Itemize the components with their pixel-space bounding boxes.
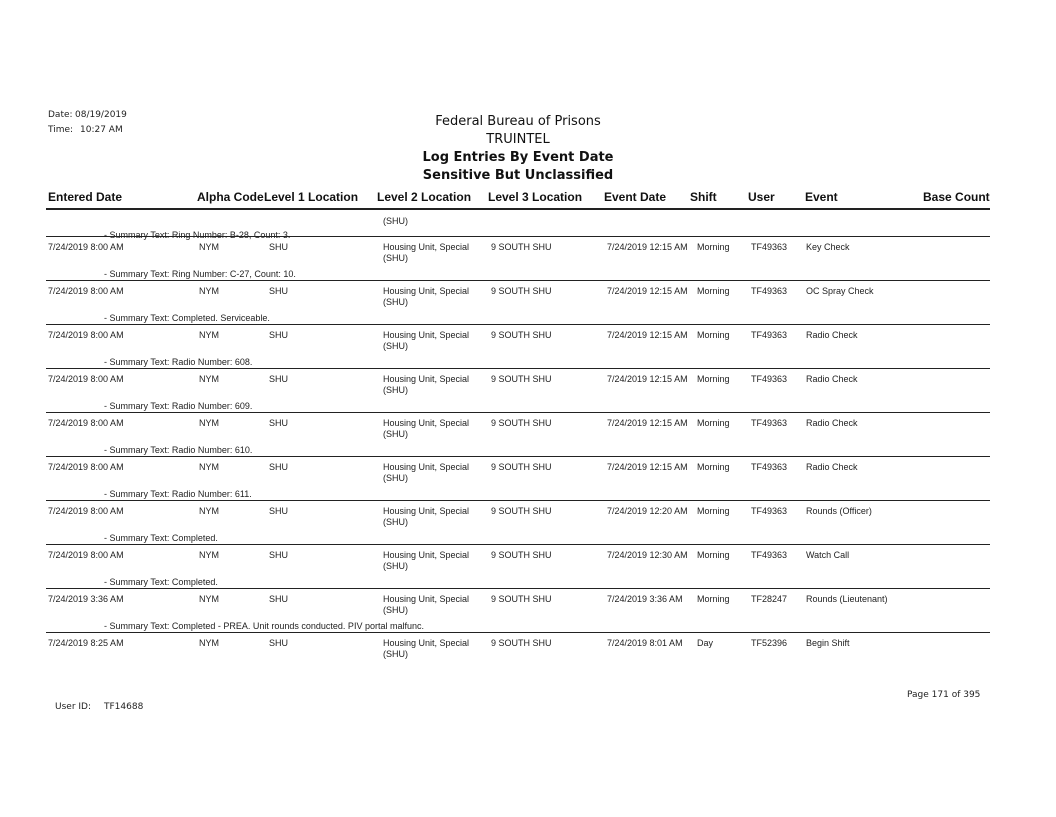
event-cell: OC Spray Check — [806, 286, 874, 296]
alpha-code-cell: NYM — [199, 462, 219, 472]
report-title-system: TRUINTEL — [486, 132, 550, 147]
level2-cell: Housing Unit, Special (SHU) — [383, 506, 470, 527]
event-cell: Begin Shift — [806, 638, 850, 648]
col-header-base-count: Base Count — [923, 190, 990, 204]
row-separator — [46, 500, 990, 501]
summary-text: - Summary Text: Radio Number: 609. — [104, 401, 253, 411]
user-cell: TF49363 — [751, 418, 788, 428]
report-title-agency: Federal Bureau of Prisons — [435, 114, 601, 129]
event-date-cell: 7/24/2019 3:36 AM — [607, 594, 683, 604]
row-separator — [46, 544, 990, 545]
event-cell: Radio Check — [806, 330, 858, 340]
entered-date-cell: 7/24/2019 8:00 AM — [48, 550, 124, 560]
user-cell: TF49363 — [751, 462, 788, 472]
event-date-cell: 7/24/2019 12:15 AM — [607, 418, 688, 428]
user-cell: TF49363 — [751, 286, 788, 296]
shift-cell: Morning — [697, 418, 730, 428]
col-header-entered-date: Entered Date — [48, 190, 123, 204]
event-cell: Rounds (Lieutenant) — [806, 594, 888, 604]
event-date-cell: 7/24/2019 12:15 AM — [607, 242, 688, 252]
level2-cell: Housing Unit, Special (SHU) — [383, 242, 470, 263]
carryover-level2: (SHU) — [383, 216, 408, 226]
shift-cell: Morning — [697, 374, 730, 384]
user-cell: TF28247 — [751, 594, 788, 604]
summary-text: - Summary Text: Completed - PREA. Unit rounds conducted. PIV portal malfunc. — [104, 621, 424, 631]
summary-text: - Summary Text: Completed. — [104, 533, 218, 543]
user-cell: TF52396 — [751, 638, 788, 648]
col-header-event: Event — [805, 190, 838, 204]
event-cell: Watch Call — [806, 550, 850, 560]
level1-cell: SHU — [269, 638, 289, 648]
shift-cell: Morning — [697, 330, 730, 340]
alpha-code-cell: NYM — [199, 638, 219, 648]
alpha-code-cell: NYM — [199, 594, 219, 604]
alpha-code-cell: NYM — [199, 506, 219, 516]
event-cell: Rounds (Officer) — [806, 506, 872, 516]
report-date-label: Date: — [48, 110, 73, 120]
alpha-code-cell: NYM — [199, 418, 219, 428]
event-cell: Radio Check — [806, 418, 858, 428]
shift-cell: Morning — [697, 506, 730, 516]
entered-date-cell: 7/24/2019 8:00 AM — [48, 506, 124, 516]
entered-date-cell: 7/24/2019 3:36 AM — [48, 594, 124, 604]
level2-cell: Housing Unit, Special (SHU) — [383, 462, 470, 483]
col-header-event-date: Event Date — [604, 190, 667, 204]
page-number: Page 171 of 395 — [907, 690, 981, 700]
col-header-shift: Shift — [690, 190, 717, 204]
level3-cell: 9 SOUTH SHU — [491, 418, 552, 428]
col-header-level3: Level 3 Location — [488, 190, 583, 204]
level2-cell: Housing Unit, Special (SHU) — [383, 550, 470, 571]
level3-cell: 9 SOUTH SHU — [491, 242, 552, 252]
level1-cell: SHU — [269, 418, 289, 428]
level1-cell: SHU — [269, 462, 289, 472]
level2-cell: Housing Unit, Special (SHU) — [383, 638, 470, 659]
row-separator — [46, 368, 990, 369]
event-date-cell: 7/24/2019 12:30 AM — [607, 550, 688, 560]
report-title-name: Log Entries By Event Date — [422, 150, 614, 165]
event-cell: Radio Check — [806, 374, 858, 384]
level1-cell: SHU — [269, 330, 289, 340]
shift-cell: Morning — [697, 242, 730, 252]
entered-date-cell: 7/24/2019 8:00 AM — [48, 330, 124, 340]
level1-cell: SHU — [269, 286, 289, 296]
level1-cell: SHU — [269, 594, 289, 604]
event-cell: Key Check — [806, 242, 850, 252]
entered-date-cell: 7/24/2019 8:25 AM — [48, 638, 124, 648]
level3-cell: 9 SOUTH SHU — [491, 594, 552, 604]
report-date: 08/19/2019 — [75, 110, 127, 120]
row-separator — [46, 456, 990, 457]
summary-text: - Summary Text: Ring Number: C-27, Count: 10. — [104, 269, 296, 279]
row-separator — [46, 280, 990, 281]
alpha-code-cell: NYM — [199, 242, 219, 252]
user-cell: TF49363 — [751, 374, 788, 384]
level3-cell: 9 SOUTH SHU — [491, 286, 552, 296]
shift-cell: Morning — [697, 462, 730, 472]
event-date-cell: 7/24/2019 12:15 AM — [607, 462, 688, 472]
level3-cell: 9 SOUTH SHU — [491, 506, 552, 516]
summary-text: - Summary Text: Ring Number: B-28, Count: 3. — [104, 230, 291, 240]
level1-cell: SHU — [269, 550, 289, 560]
level3-cell: 9 SOUTH SHU — [491, 638, 552, 648]
summary-text: - Summary Text: Radio Number: 610. — [104, 445, 253, 455]
report-time-label: Time: — [48, 125, 74, 135]
shift-cell: Morning — [697, 550, 730, 560]
user-cell: TF49363 — [751, 550, 788, 560]
summary-text: - Summary Text: Radio Number: 608. — [104, 357, 253, 367]
event-cell: Radio Check — [806, 462, 858, 472]
event-date-cell: 7/24/2019 8:01 AM — [607, 638, 683, 648]
entered-date-cell: 7/24/2019 8:00 AM — [48, 374, 124, 384]
event-date-cell: 7/24/2019 12:20 AM — [607, 506, 688, 516]
level3-cell: 9 SOUTH SHU — [491, 462, 552, 472]
col-header-level2: Level 2 Location — [377, 190, 472, 204]
footer-user-id: TF14688 — [104, 702, 144, 712]
shift-cell: Morning — [697, 286, 730, 296]
summary-text: - Summary Text: Radio Number: 611. — [104, 489, 252, 499]
header-rule — [46, 208, 990, 210]
level1-cell: SHU — [269, 506, 289, 516]
alpha-code-cell: NYM — [199, 286, 219, 296]
user-cell: TF49363 — [751, 242, 788, 252]
col-header-user: User — [748, 190, 775, 204]
row-separator — [46, 412, 990, 413]
alpha-code-cell: NYM — [199, 374, 219, 384]
level2-cell: Housing Unit, Special (SHU) — [383, 418, 470, 439]
user-cell: TF49363 — [751, 506, 788, 516]
level2-cell: Housing Unit, Special (SHU) — [383, 374, 470, 395]
report-classification: Sensitive But Unclassified — [422, 168, 614, 183]
level3-cell: 9 SOUTH SHU — [491, 330, 552, 340]
event-date-cell: 7/24/2019 12:15 AM — [607, 374, 688, 384]
entered-date-cell: 7/24/2019 8:00 AM — [48, 242, 124, 252]
row-separator — [46, 588, 990, 589]
level2-cell: Housing Unit, Special (SHU) — [383, 286, 470, 307]
level3-cell: 9 SOUTH SHU — [491, 550, 552, 560]
col-header-level1: Level 1 Location — [264, 190, 359, 204]
level2-cell: Housing Unit, Special (SHU) — [383, 330, 470, 351]
row-separator — [46, 324, 990, 325]
report-time: 10:27 AM — [80, 125, 123, 135]
level2-cell: Housing Unit, Special (SHU) — [383, 594, 470, 615]
summary-text: - Summary Text: Completed. — [104, 577, 218, 587]
col-header-alpha-code: Alpha Code — [197, 190, 264, 204]
event-date-cell: 7/24/2019 12:15 AM — [607, 286, 688, 296]
alpha-code-cell: NYM — [199, 330, 219, 340]
user-cell: TF49363 — [751, 330, 788, 340]
entered-date-cell: 7/24/2019 8:00 AM — [48, 462, 124, 472]
event-date-cell: 7/24/2019 12:15 AM — [607, 330, 688, 340]
level3-cell: 9 SOUTH SHU — [491, 374, 552, 384]
entered-date-cell: 7/24/2019 8:00 AM — [48, 418, 124, 428]
level1-cell: SHU — [269, 242, 289, 252]
entered-date-cell: 7/24/2019 8:00 AM — [48, 286, 124, 296]
row-separator — [46, 632, 990, 633]
summary-text: - Summary Text: Completed. Serviceable. — [104, 313, 270, 323]
footer-user-id-label: User ID: — [55, 702, 91, 712]
shift-cell: Day — [697, 638, 714, 648]
shift-cell: Morning — [697, 594, 730, 604]
row-separator — [46, 236, 990, 237]
level1-cell: SHU — [269, 374, 289, 384]
alpha-code-cell: NYM — [199, 550, 219, 560]
